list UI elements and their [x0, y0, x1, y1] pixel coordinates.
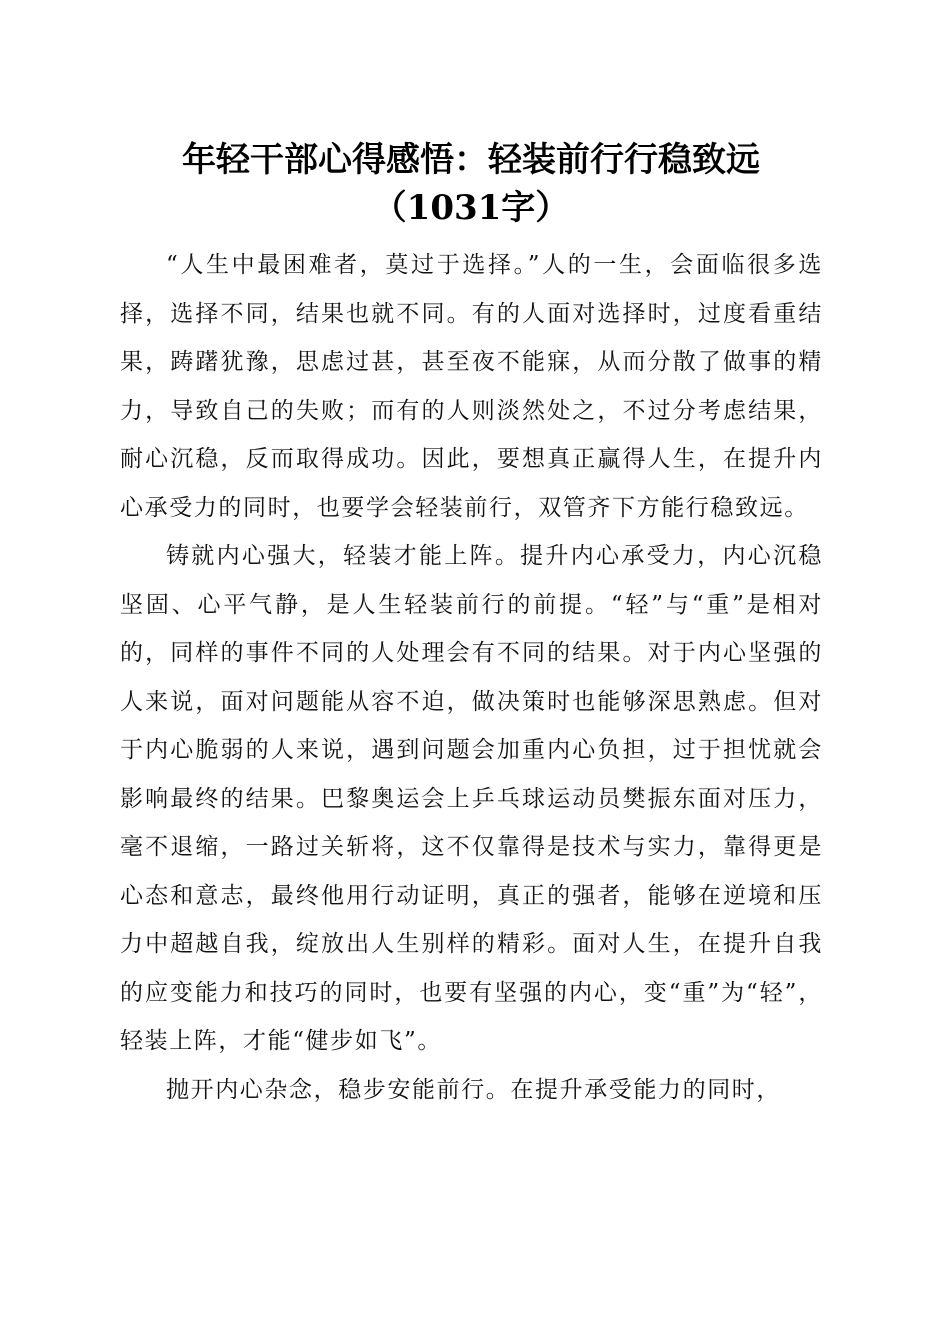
paragraph-discard-distractions: 抛开内心杂念，稳步安能前行。在提升承受能力的同时，: [166, 1076, 781, 1103]
paragraph-intro: “人生中最困难者，莫过于选择。”人的一生，会面临很多选择，选择不同，结果也就不同。有的人面对选择时，过度看重结果，踌躇犹豫，思虑过甚，甚至夜不能寐，从而分散了做事的精力，导致自己的失败；而有的人则淡然处之，不过分考虑结果，耐心沉稳，反而取得成功。因此，要想真正赢得人生，在提升内心承受力的同时，也要学会轻装前行，双管齐下方能行稳致远。: [120, 252, 823, 521]
paragraph-inner-strength: 铸就内心强大，轻装才能上阵。提升内心承受力，内心沉稳坚固、心平气静，是人生轻装前行的前提。“轻”与“重”是相对的，同样的事件不同的人处理会有不同的结果。对于内心坚强的人来说，面对问题能从容不迫，做决策时也能够深思熟虑。但对于内心脆弱的人来说，遇到问题会加重内心负担，过于担忧就会影响最终的结果。巴黎奥运会上乒乓球运动员樊振东面对压力，毫不退缩，一路过关斩将，这不仅靠得是技术与实力，靠得更是心态和意志，最终他用行动证明，真正的强者，能够在逆境和压力中超越自我，绽放出人生别样的精彩。面对人生，在提升自我的应变能力和技巧的同时，也要有坚强的内心，变“重”为“轻”，轻装上阵，才能“健步如飞”。: [120, 543, 823, 1054]
document-body: [120, 241, 823, 1114]
document-title: 年轻干部心得感悟：轻装前行行稳致远（1031字）: [182, 140, 760, 228]
